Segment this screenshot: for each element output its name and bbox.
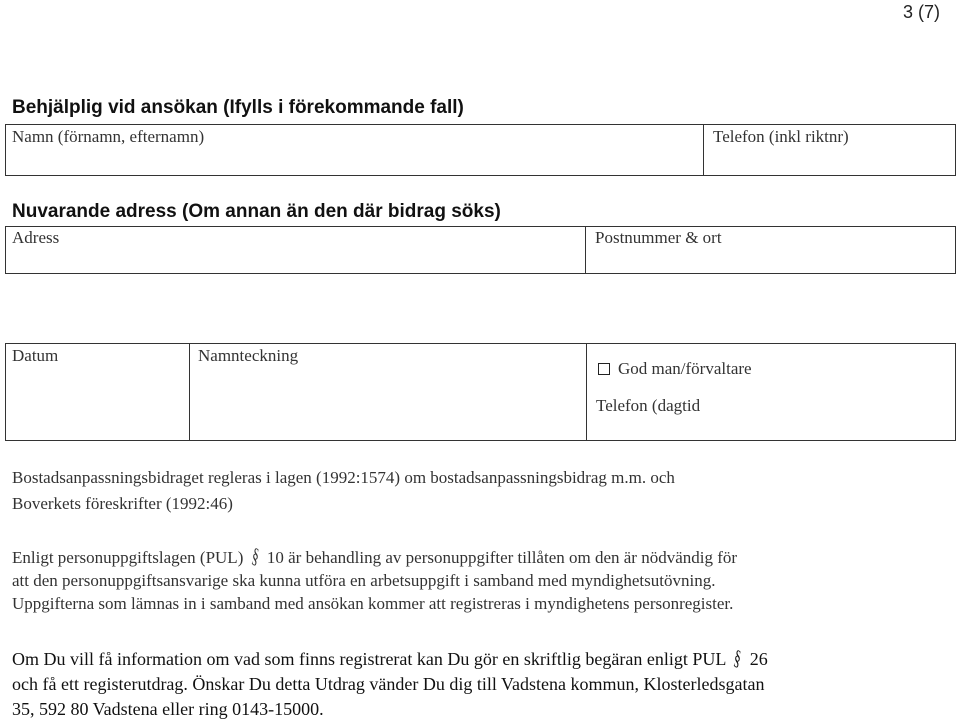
address-table-divider	[585, 226, 586, 274]
helper-table-divider	[703, 124, 704, 176]
info-line-2: och få ett registerutdrag. Önskar Du detta Utdrag vänder Du dig till Vadstena kommun, Klosterledsgatan	[12, 674, 765, 694]
postal-field-label: Postnummer & ort	[595, 228, 722, 247]
info-line-1	[12, 643, 950, 672]
phone-field-label: Telefon (inkl riktnr)	[713, 127, 849, 146]
info-text-part-2: 26	[749, 649, 768, 669]
regulation-line-2: Boverkets föreskrifter (1992:46)	[12, 494, 233, 513]
date-input[interactable]	[8, 370, 186, 438]
daytime-phone-input[interactable]	[700, 394, 950, 418]
info-paragraph	[12, 643, 950, 722]
info-text-part-1: Om Du vill få information om vad som finns registrerat kan Du gör en skriftlig begäran enligt PUL	[12, 649, 726, 669]
signature-field-label: Namnteckning	[198, 346, 299, 365]
date-field-label: Datum	[12, 346, 59, 365]
regulation-line-1: Bostadsanpassningsbidraget regleras i lagen (1992:1574) om bostadsanpassningsbidrag m.m. och	[12, 468, 675, 487]
address-field-label: Adress	[12, 228, 60, 247]
info-line-3: 35, 592 80 Vadstena eller ring 0143-15000.	[12, 699, 324, 719]
address-input[interactable]	[8, 250, 582, 272]
pul-paragraph	[12, 541, 950, 615]
pul-line-3: Uppgifterna som lämnas in i samband med ansökan kommer att registreras i myndighetens personregister.	[12, 594, 734, 613]
pul-text-part-1: Enligt personuppgiftslagen (PUL)	[12, 548, 244, 567]
pul-line-1	[12, 541, 950, 570]
postal-input[interactable]	[590, 250, 952, 272]
signature-table-divider-2	[586, 343, 587, 441]
pul-line-2: att den personuppgiftsansvarige ska kunna utföra en arbetsuppgift i samband med myndighetsutövning.	[12, 571, 716, 590]
signature-table-divider-1	[189, 343, 190, 441]
guardian-checkbox[interactable]	[598, 363, 610, 375]
daytime-phone-label: Telefon (dagtid	[596, 396, 701, 415]
helper-section-title: Behjälplig vid ansökan (Ifylls i förekommande fall)	[12, 97, 464, 118]
guardian-label: God man/förvaltare	[618, 359, 752, 378]
name-field-label: Namn (förnamn, efternamn)	[12, 127, 205, 146]
page-number: 3 (7)	[902, 2, 940, 22]
address-section-title: Nuvarande adress (Om annan än den där bidrag söks)	[12, 201, 501, 222]
name-input[interactable]	[8, 150, 698, 174]
regulation-text	[12, 466, 950, 515]
section-sign-icon: §	[732, 643, 744, 672]
section-sign-icon: §	[249, 541, 261, 570]
signature-input[interactable]	[193, 370, 583, 438]
pul-text-part-2: 10 är behandling av personuppgifter tillåten om den är nödvändig för	[266, 548, 738, 567]
guardian-option[interactable]	[598, 359, 752, 379]
